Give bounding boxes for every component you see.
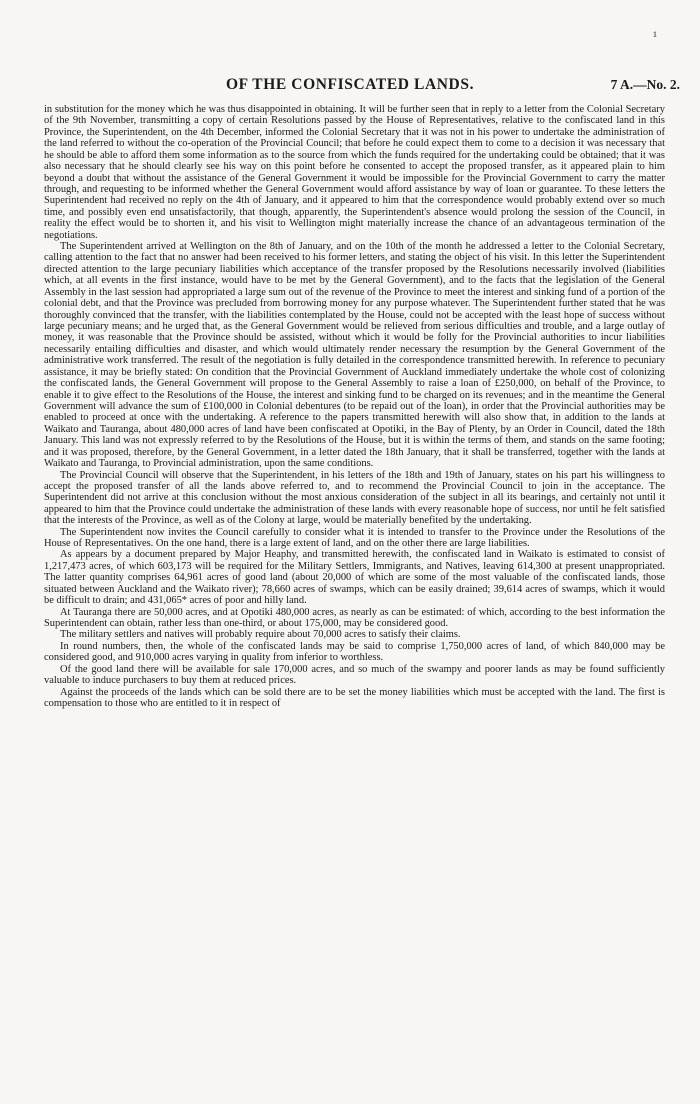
page-title: OF THE CONFISCATED LANDS. <box>225 76 475 93</box>
paragraph: The military settlers and natives will probably require about 70,000 acres to satisfy their claims. <box>60 629 461 641</box>
page-reference: 7 A.—No. 2. <box>610 77 680 92</box>
paragraph: Of the good land there will be available for sale 170,000 acres, and so much of the swampy and poorer lands as may be found sufficiently valuable to induce purchasers to buy them at reduced prices. <box>44 663 665 687</box>
paragraph: As appears by a document prepared by Major Heaphy, and transmitted herewith, the confiscated land in Waikato is estimated to consist of 1,217,473 acres, of which 603,173 will be required for the Military Settlers, Immigrants, and Natives, leaving 614,300 at present unappropriated. The latter quantity comprises 64,961 acres of good land (about 20,000 of which are some of the most valuable of the confiscated lands, those situated between Auckland and the Waikato river); 78,660 acres of swamps, which can be easily drained; 39,614 acres of swamps, which it would be difficult to drain; and 431,065* acres of poor and hilly land. <box>44 549 665 607</box>
corner-mark: ¹ <box>653 30 658 45</box>
paragraph: At Tauranga there are 50,000 acres, and at Opotiki 480,000 acres, as nearly as can be estimated: of which, according to the best information the Superintendent can obtain, rather less than one-third, or about 175,000, may be considered good. <box>44 606 665 629</box>
paragraph: The Superintendent now invites the Council carefully to consider what it is intended to transfer to the Province under the Resolutions of the House of Representatives. On the one hand, there is a large extent of land, and on the other there are large liabilities. <box>44 526 665 550</box>
paragraph: The Superintendent arrived at Wellington on the 8th of January, and on the 10th of the month he addressed a letter to the Colonial Secretary, calling attention to the fact that no answer had been received to his former letters, and stating the object of his visit. In this letter the Superintendent directed attention to the large pecuniary liabilities which acceptance of the transfer proposed by the Resolutions necessarily involved (liabilities which, at all events in the first instance, would have to be met by the General Government), and to the facts that the legislation of the General Assembly in the last session had appropriated a large sum out of the revenue of the Province to meet the interest and sinking fund of a portion of the colonial debt, and that the Province was precluded from borrowing money for any purpose whatever. The Superintendent further stated that he was thoroughly convinced that the transfer, with the liabilities contemplated by the House, could not be accepted with the least hope of success without large pecuniary means; and he urged that, as the General Government would be relieved from serious difficulties and trouble, and a large outlay of money, it was reasonable that the Province should be assisted, without which it would be folly for the Provincial authorities to incur liabilities necessarily entailing difficulties and disaster, and which would ultimately render necessary the resumption by the General Government of the administrative work transferred. The result of the negotiation is fully detailed in the correspondence transmitted herewith. In reference to pecuniary assistance, it may be briefly stated: On condition that the Provincial Government of Auckland immediately undertake the whole cost of colonizing the confiscated lands, the General Government will propose to the General Assembly to raise a loan of £250,000, on behalf of the Province, to enable it to give effect to the Resolutions of the House, the interest and sinking fund to be charged on its revenues; and in the meantime the General Government will advance the sum of £100,000 in Colonial debentures (to be repaid out of the loan), in order that the Provincial authorities may be enabled to proceed at once with the undertaking. A reference to the papers transmitted herewith will also show that, in addition to the lands at Waikato and Tauranga, about 480,000 acres of land have been confiscated at Opotiki, in the Bay of Plenty, by an Order in Council, dated the 18th January. This land was not expressly referred to by the Resolutions of the House, but it is within the terms of them, and stands on the same footing; and it was proposed, therefore, by the General Government, in a letter dated the 18th January, that it shall be transferred, together with the lands at Waikato and Tauranga, to Provincial administration, upon the same conditions. <box>44 241 665 470</box>
body-text <box>44 104 665 709</box>
paragraph: Against the proceeds of the lands which can be sold there are to be set the money liabilities which must be accepted with the land. The first is compensation to those who are entitled to it in respect of <box>44 686 665 709</box>
paragraph: In round numbers, then, the whole of the confiscated lands may be said to comprise 1,750,000 acres of land, of which 840,000 may be considered good, and 910,000 acres varying in quality from inferior to worthless. <box>44 640 665 664</box>
page-header <box>14 76 686 96</box>
paragraph: in substitution for the money which he was thus disappointed in obtaining. It will be further seen that in reply to a letter from the Colonial Secretary of the 9th November, transmitting a copy of certain Resolutions passed by the House of Representatives, relative to the confiscated land in this Province, the Superintendent, on the 4th December, informed the Colonial Secretary that it was not in his power to undertake the administration of the land referred to without the co-operation of the Provincial Council; that before he could expect them to come to a decision it was necessary that he should be able to afford them some information as to the source from which the funds required for the undertaking could be obtained; that it was also necessary that he should clearly see his way on this point before he consented to accept the proposed transfer, as it appeared plain to him beyond a doubt that without the assistance of the General Government it would be impossible for the Provincial Government to carry the matter through, and requesting to be informed whether the General Government would afford assistance by way of loan or guarantee. To these letters the Superintendent had received no reply on the 4th of January, and it appeared to him that the correspondence would probably extend over so much time, and possibly even end unsatisfactorily, that though, apparently, the Superintendent's absence would prolong the session of the Council, in reality the effect would be to shorten it, and his visit to Wellington might materially increase the chance of an advantageous termination of the negotiations. <box>44 104 665 241</box>
paragraph: The Provincial Council will observe that the Superintendent, in his letters of the 18th and 19th of January, states on his part his willingness to accept the proposed transfer of all the lands above referred to, and to recommend the Provincial Council to join in the acceptance. The Superintendent did not arrive at this conclusion without the most anxious consideration of the subject in all its bearings, and certainly not until it appeared to him that the Province could undertake the administration of these lands with every reasonable hope of success, nor until he felt satisfied that the interests of the Province, as well as of the Colony at large, would be materially benefited by the undertaking. <box>44 469 665 527</box>
